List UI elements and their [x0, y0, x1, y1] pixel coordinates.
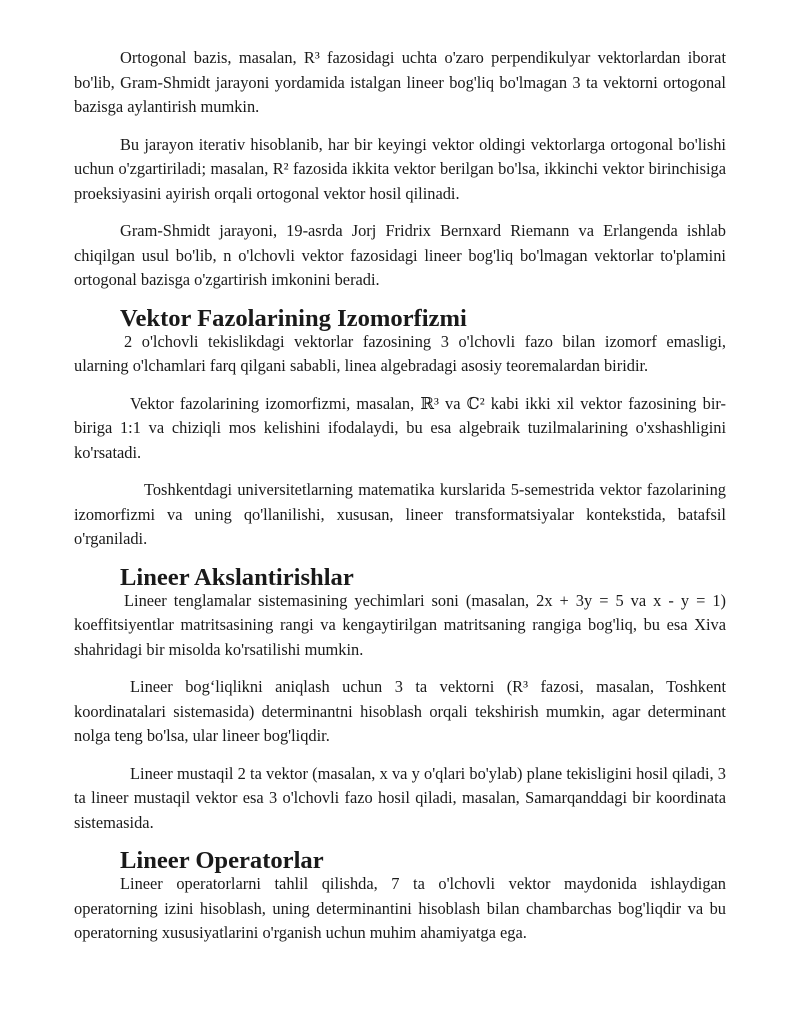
paragraph-linear-dependence: Lineer bog‘liqlikni aniqlash uchun 3 ta vektorni (R³ fazosi, masalan, Toshkent koordinatalari sistemasida) determinantni hisoblash orqali tekshirish mumkin, agar determinant nolga teng bo'lsa, ular lineer bog'liqdir. — [74, 677, 726, 745]
paragraph-gram-schmidt-history: Gram-Shmidt jarayoni, 19-asrda Jorj Fridrix Bernxard Riemann va Erlangenda ishlab chiqilgan usul bo'lib, n o'lchovli vektor fazosidagi lineer bog'liq bo'lmagan vektorlar to'plamini ortogonal bazisga o'zgartirish imkonini beradi. — [74, 221, 726, 289]
paragraph-dimension-isomorphism: 2 o'lchovli tekislikdagi vektorlar fazosining 3 o'lchovli fazo bilan izomorf emasligi, ularning o'lchamlari farq qilgani sababli, linea algebradagi asosiy teoremalardan biridir. — [74, 331, 726, 375]
paragraph-orthogonal-basis: Ortogonal bazis, masalan, R³ fazosidagi uchta o'zaro perpendikulyar vektorlardan iborat bo'lib, Gram-Shmidt jarayoni yordamida istalgan lineer bog'liq bo'lmagan 3 ta vektorni ortogonal bazisga aylantirish mumkin. — [74, 48, 726, 116]
paragraph-linear-independence: Lineer mustaqil 2 ta vektor (masalan, x va y o'qlari bo'ylab) plane tekisligini hosil qiladi, 3 ta lineer mustaqil vektor esa 3 o'lchovli fazo hosil qiladi, masalan, Samarqanddagi bir koordinata sistemasida. — [74, 763, 726, 832]
heading-vector-space-isomorphism: Vektor Fazolarining Izomorfizmi — [120, 304, 467, 332]
paragraph-linear-systems: Lineer tenglamalar sistemasining yechimlari soni (masalan, 2x + 3y = 5 va x - y = 1) koeffitsiyentlar matritsasining rangi va kengaytirilgan matritsaning rangiga bog'liq, bu esa Xiva shahridagi bir misolda ko'rsatilishi mumkin. — [74, 590, 726, 659]
paragraph-isomorphism-definition: Vektor fazolarining izomorfizmi, masalan, ℝ³ va ℂ² kabi ikki xil vektor fazosining bir-biriga 1:1 va chiziqli mos kelishini ifodalaydi, bu esa algebraik tuzilmalarining o'xshashligini ko'rsatadi. — [74, 393, 726, 462]
heading-linear-operators: Lineer Operatorlar — [120, 847, 324, 874]
paragraph-iterative-process: Bu jarayon iterativ hisoblanib, har bir keyingi vektor oldingi vektorlarga ortogonal bo'lishi uchun o'zgartiriladi; masalan, R² fazosida ikkita vektor berilgan bo'lsa, ikkinchi vektor birinchisiga proeksiyasini ayirish orqali ortogonal vektor hosil qilinadi. — [74, 134, 726, 203]
paragraph-tashkent-courses: Toshkentdagi universitetlarning matematika kurslarida 5-semestrida vektor fazolarining izomorfizmi va uning qo'llanilishi, xususan, lineer transformatsiyalar kontekstida, batafsil o'rganiladi. — [74, 480, 726, 548]
document-page — [74, 46, 726, 946]
paragraph-operator-trace: Lineer operatorlarni tahlil qilishda, 7 ta o'lchovli vektor maydonida ishlaydigan operatorning izini hisoblash, uning determinantini hisoblash bilan chambarchas bog'liqdir va bu operatorning xususiyatlarini o'rganish uchun muhim ahamiyatga ega. — [74, 874, 726, 942]
heading-linear-mappings: Lineer Akslantirishlar — [120, 563, 354, 591]
